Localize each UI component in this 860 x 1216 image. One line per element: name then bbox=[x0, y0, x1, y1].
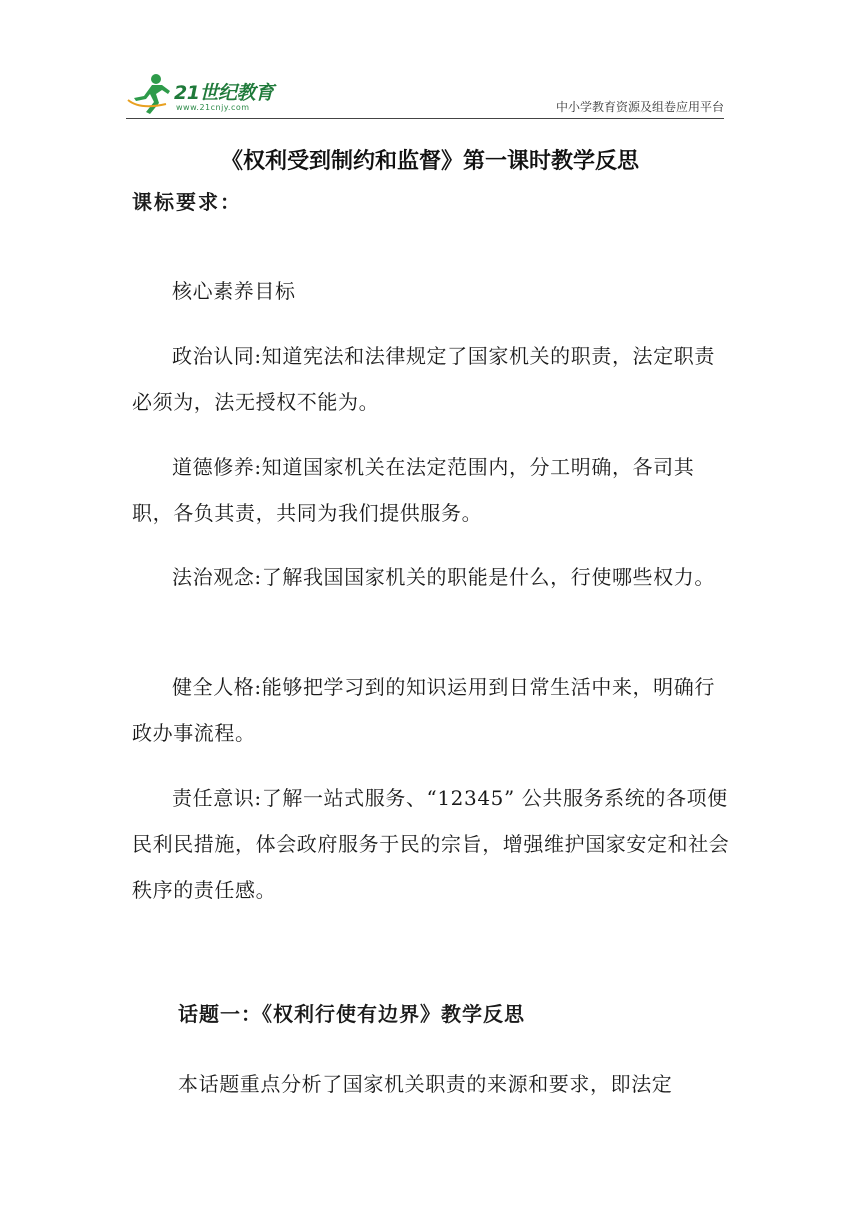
paragraph-core-goals: 核心素养目标 bbox=[172, 279, 296, 303]
topic-paragraph: 本话题重点分析了国家机关职责的来源和要求，即法定 bbox=[178, 1072, 673, 1096]
page-header bbox=[126, 66, 724, 119]
platform-name: 中小学教育资源及组卷应用平台 bbox=[555, 100, 724, 114]
runner-logo-icon bbox=[126, 70, 174, 116]
logo-text: 21世纪教育 bbox=[174, 82, 274, 104]
document-title: 《权利受到制约和监督》第一课时教学反思 bbox=[220, 149, 639, 174]
paragraph-moral: 道德修养:知道国家机关在法定范围内，分工明确，各司其职，各负其责，共同为我们提供服务。 bbox=[132, 455, 695, 525]
paragraph-law: 法治观念:了解我国国家机关的职能是什么，行使哪些权力。 bbox=[172, 565, 715, 589]
topic-heading: 话题一：《权利行使有边界》教学反思 bbox=[178, 1002, 525, 1026]
paragraph-political: 政治认同:知道宪法和法律规定了国家机关的职责，法定职责必须为，法无授权不能为。 bbox=[132, 344, 715, 414]
logo-url: www.21cnjy.com bbox=[176, 103, 250, 112]
section-label: 课标要求： bbox=[132, 190, 242, 214]
paragraph-responsibility: 责任意识:了解一站式服务、“12345” 公共服务系统的各项便民利民措施，体会政府服务于民的宗旨，增强维护国家安定和社会秩序的责任感。 bbox=[132, 786, 730, 902]
logo bbox=[126, 70, 296, 116]
paragraph-personality: 健全人格:能够把学习到的知识运用到日常生活中来，明确行政办事流程。 bbox=[132, 675, 715, 745]
